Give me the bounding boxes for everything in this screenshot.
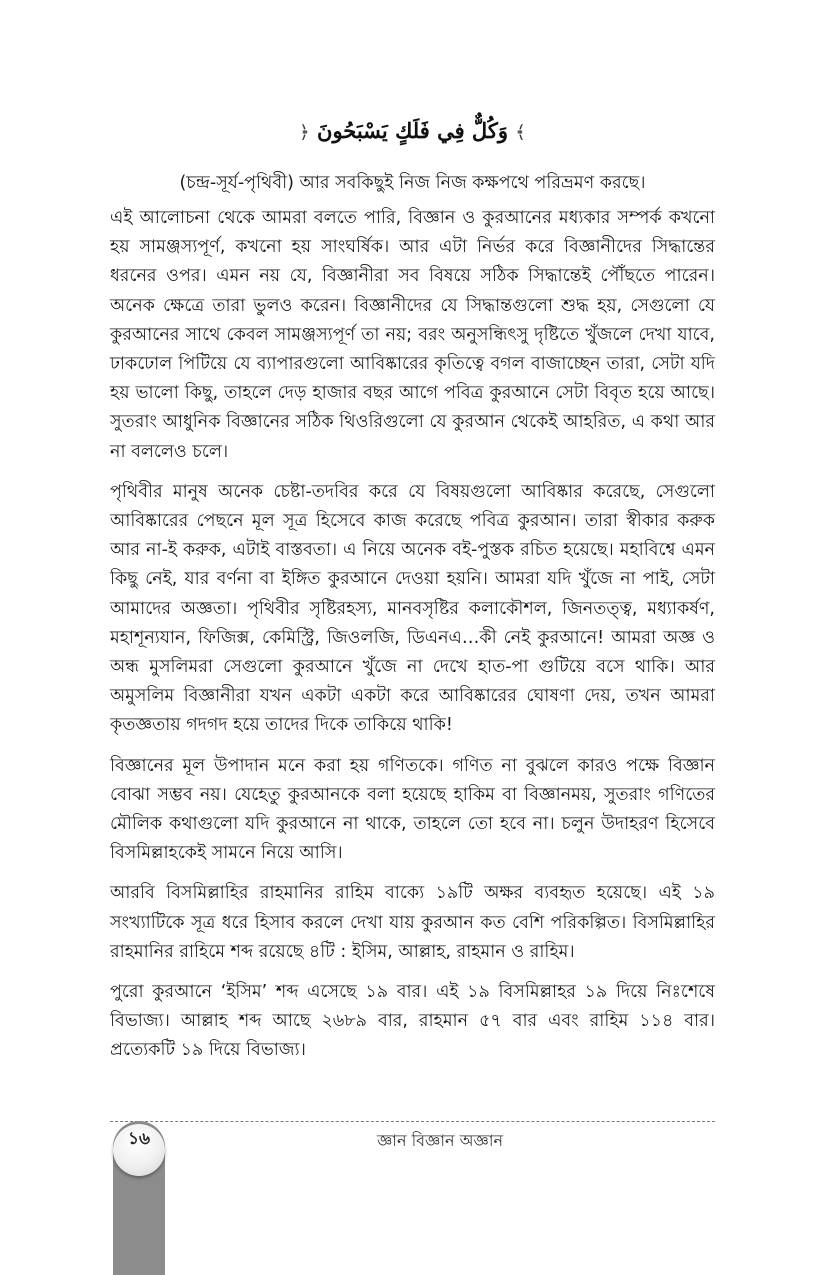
paragraph-4: আরবি বিসমিল্লাহির রাহমানির রাহিম বাক্যে ১৯টি অক্ষর ব্যবহৃত হয়েছে। এই ১৯ সংখ্যাটিকে সূত্র ধরে হিসাব করলে দেখা যায় কুরআন কত বেশি পরিকল্পিত। বিসমিল্লাহির রাহমানির রাহিমে শব্দ রয়েছে ৪টি : ইসিম, আল্লাহ, রাহমান ও রাহিম। (110, 883, 715, 962)
verse-ornament-left: ﴿ (299, 122, 310, 143)
page-number: ১৬ (113, 1124, 165, 1176)
body-text (110, 204, 715, 1077)
quran-verse (110, 118, 715, 143)
paragraph-2: পৃথিবীর মানুষ অনেক চেষ্টা-তদবির করে যে বিষয়গুলো আবিষ্কার করেছে, সেগুলো আবিষ্কারের পেছনে মূল সূত্র হিসেবে কাজ করেছে পবিত্র কুরআন। তারা স্বীকার করুক আর না-ই করুক, এটাই বাস্তবতা। এ নিয়ে অনেক বই-পুস্তক রচিত হয়েছে। মহাবিশ্বে এমন কিছু নেই, যার বর্ণনা বা ইঙ্গিত কুরআনে দেওয়া হয়নি। আমরা যদি খুঁজে না পাই, সেটা আমাদের অজ্ঞতা। পৃথিবীর সৃষ্টিরহস্য, মানবসৃষ্টির কলাকৌশল, জিনতত্ত্ব, মধ্যাকর্ষণ, মহাশূন্যযান, ফিজিক্স, কেমিস্ট্রি, জিওলজি, ডিএনএ…কী নেই কুরআনে! আমরা অজ্ঞ ও অন্ধ মুসলিমরা সেগুলো কুরআনে খুঁজে না দেখে হাত-পা গুটিয়ে বসে থাকি। আর অমুসলিম বিজ্ঞানীরা যখন একটা একটা করে আবিষ্কারের ঘোষণা দেয়, তখন আমরা কৃতজ্ঞতায় গদগদ হয়ে তাদের দিকে তাকিয়ে থাকি! (110, 481, 715, 736)
footer-dashed-divider (110, 1121, 715, 1122)
verse-translation: (চন্দ্র-সূর্য-পৃথিবী) আর সবকিছুই নিজ নিজ কক্ষপথে পরিভ্রমণ করছে। (179, 173, 646, 193)
paragraph-5: পুরো কুরআনে ‘ইসিম’ শব্দ এসেছে ১৯ বার। এই ১৯ বিসমিল্লাহর ১৯ দিয়ে নিঃশেষে বিভাজ্য। আল্লাহ শব্দ আছে ২৬৮৯ বার, রাহমান ৫৭ বার এবং রাহিম ১১৪ বার। প্রত্যেকটি ১৯ দিয়ে বিভাজ্য। (110, 982, 715, 1061)
paragraph-3: বিজ্ঞানের মূল উপাদান মনে করা হয় গণিতকে। গণিত না বুঝলে কারও পক্ষে বিজ্ঞান বোঝা সম্ভব নয়। যেহেতু কুরআনকে বলা হয়েছে হাকিম বা বিজ্ঞানময়, সুতরাং গণিতের মৌলিক কথাগুলো যদি কুরআনে না থাকে, তাহলে তো হবে না। চলুন উদাহরণ হিসেবে বিসমিল্লাহকেই সামনে নিয়ে আসি। (110, 755, 715, 864)
verse-ornament-right: ﴾ (515, 122, 526, 143)
book-running-title: জ্ঞান বিজ্ঞান অজ্ঞান (376, 1131, 504, 1150)
paragraph-1: এই আলোচনা থেকে আমরা বলতে পারি, বিজ্ঞান ও কুরআনের মধ্যকার সম্পর্ক কখনো হয় সামঞ্জস্যপূর্ণ, কখনো হয় সাংঘর্ষিক। আর এটা নির্ভর করে বিজ্ঞানীদের সিদ্ধান্তের ধরনের ওপর। এমন নয় যে, বিজ্ঞানীরা সব বিষয়ে সঠিক সিদ্ধান্তেই পৌঁছতে পারেন। অনেক ক্ষেত্রে তারা ভুলও করেন। বিজ্ঞানীদের যে সিদ্ধান্তগুলো শুদ্ধ হয়, সেগুলো যে কুরআনের সাথে কেবল সামঞ্জস্যপূর্ণ তা নয়; বরং অনুসন্ধিৎসু দৃষ্টিতে খুঁজলে দেখা যাবে, ঢাকঢোল পিটিয়ে যে ব্যাপারগুলো আবিষ্কারের কৃতিত্বে বগল বাজাচ্ছেন তারা, সেটা যদি হয় ভালো কিছু, তাহলে দেড় হাজার বছর আগে পবিত্র কুরআনে সেটা বিবৃত হয়ে আছে। সুতরাং আধুনিক বিজ্ঞানের সঠিক থিওরিগুলো যে কুরআন থেকেই আহরিত, এ কথা আর না বললেও চলে। (110, 208, 715, 462)
verse-arabic-text: وَكُلٌّ فِي فَلَكٍ يَسْبَحُونَ (317, 118, 508, 143)
